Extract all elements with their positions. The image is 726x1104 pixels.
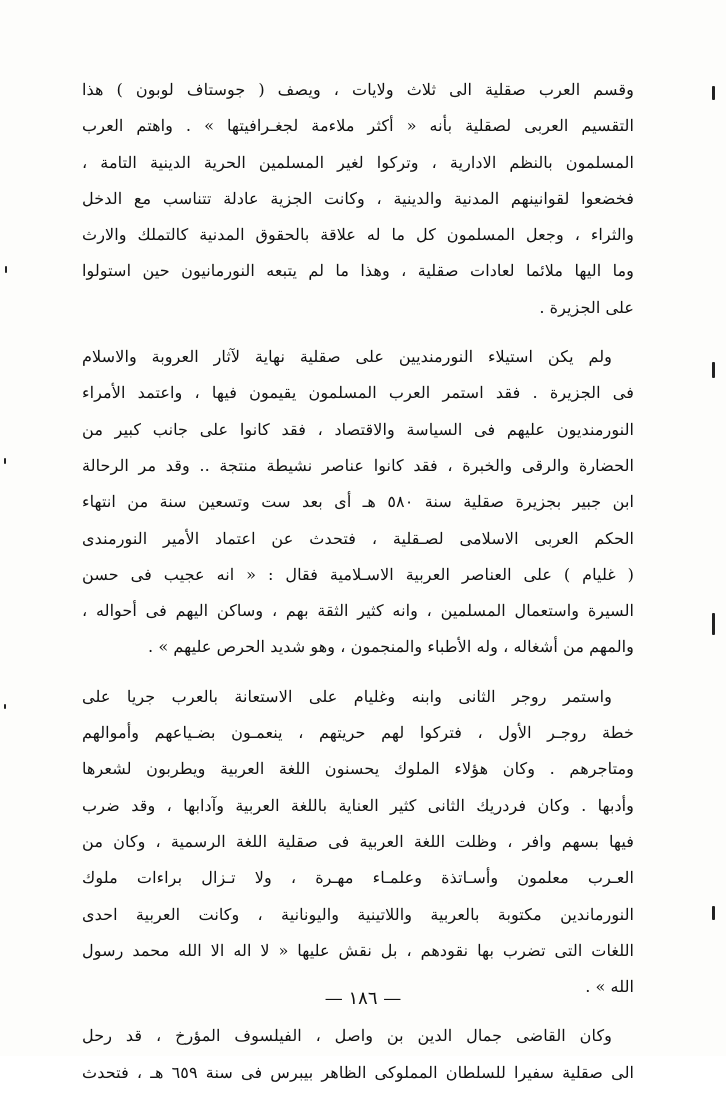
text-line: النورماندين مكتوبة بالعربية واللاتينية واليونانية ، وكانت العربية احدى	[82, 904, 634, 924]
paragraph-3	[82, 679, 634, 1006]
text-line: وقسم العرب صقلية الى ثلاث ولايات ، ويصف ( جوستاف لوبون ) هذا	[82, 80, 634, 99]
text-line: المسلمون بالنظم الادارية ، وتركوا لغير المسلمين الحرية الدينية التامة ،	[82, 152, 634, 172]
text-line: فى الجزيرة . فقد استمر العرب المسلمون يقيمون فيها ، واعتمد الأمراء	[82, 383, 634, 403]
text-line: والمهم من أشغاله ، وله الأطباء والمنجمون ، وهو شديد الحرص عليهم » .	[148, 637, 634, 657]
scan-margin-mark	[712, 613, 715, 635]
text-line: التقسيم العربى لصقلية بأنه « أكثر ملاءمة لجغـرافيتها » . واهتم العرب	[82, 116, 634, 136]
text-line: الحكم العربى الاسلامى لصـقلية ، فتحدث عن اعتماد الأمير النورمندى	[82, 528, 634, 548]
scan-margin-mark	[712, 906, 715, 920]
text-line: السيرة واستعمال المسلمين ، وانه كثير الثقة بهم ، وساكن اليهم فى أحواله ،	[82, 601, 634, 621]
text-line: فيها بسهم وافر ، وظلت اللغة العربية فى صقلية اللغة الرسمية ، وكان من	[82, 831, 634, 851]
text-line: وأدبها . وكان فردريك الثانى كثير العناية باللغة العربية وآدابها ، وقد ضرب	[82, 795, 634, 815]
text-line: خطة روجـر الأول ، فتركوا لهم حريتهم ، ينعمـون بضـياعهم وأموالهم	[82, 723, 634, 743]
text-line: فخضعوا لقوانينهم المدنية والدينية ، وكانت الجزية عادلة تتناسب مع الدخل	[82, 188, 634, 208]
body-text	[82, 72, 634, 1104]
paragraph-2	[82, 339, 634, 666]
scan-margin-mark	[4, 458, 6, 464]
scan-margin-mark	[5, 266, 7, 273]
text-line: والثراء ، وجعل المسلمون كل ما له علاقة بالحقوق المدنية كالتملك والارث	[82, 225, 634, 245]
text-line: واستمر روجر الثانى وابنه وغليام على الاستعانة بالعرب جريا على	[82, 686, 612, 706]
paragraph-1	[82, 72, 634, 326]
text-line: على الجزيرة .	[539, 297, 634, 317]
text-line: الحضارة والرقى والخبرة ، فقد كانوا عناصر نشيطة منتجة .. وقد مر الرحالة	[82, 455, 634, 475]
scan-margin-mark	[4, 704, 6, 709]
text-line: ابن جبير بجزيرة صقلية سنة ٥٨٠ هـ أى بعد ست وتسعين سنة من انتهاء	[82, 492, 634, 512]
text-line: الى صقلية سفيرا للسلطان المملوكى الظاهر بيبرس فى سنة ٦٥٩ هـ ، فتحدث	[82, 1062, 634, 1082]
text-line: وكان القاضى جمال الدين بن واصل ، الفيلسوف المؤرخ ، قد رحل	[82, 1026, 612, 1046]
text-line: ولم يكن استيلاء النورمنديين على صقلية نهاية لآثار العروبة والاسلام	[82, 347, 612, 367]
text-line: ومتاجرهم . وكان هؤلاء الملوك يحسنون اللغة العربية ويطربون لشعرها	[82, 759, 634, 779]
text-line: اللغات التى تضرب بها نقودهم ، بل نقش عليها « لا اله الا الله محمد رسول	[82, 940, 634, 960]
text-line: وما اليها ملائما لعادات صقلية ، وهذا ما لم يتبعه النورمانيون حين استولوا	[82, 261, 634, 281]
scan-margin-mark	[712, 86, 715, 100]
text-line: الله » .	[585, 977, 634, 997]
text-line: النورمنديون عليهم فى السياسة والاقتصاد ، فقد كانوا على جانب كبير من	[82, 419, 634, 439]
scan-margin-mark	[712, 362, 715, 378]
paragraph-4	[82, 1018, 634, 1091]
text-line: العـرب معلمون وأسـاتذة وعلمـاء مهـرة ، ولا تـزال براءات ملوك	[82, 868, 634, 888]
page-number: — ١٨٦ —	[324, 988, 402, 1009]
text-line: ( غليام ) على العناصر العربية الاسـلامية فقال : « انه عجيب فى حسن	[82, 564, 634, 584]
